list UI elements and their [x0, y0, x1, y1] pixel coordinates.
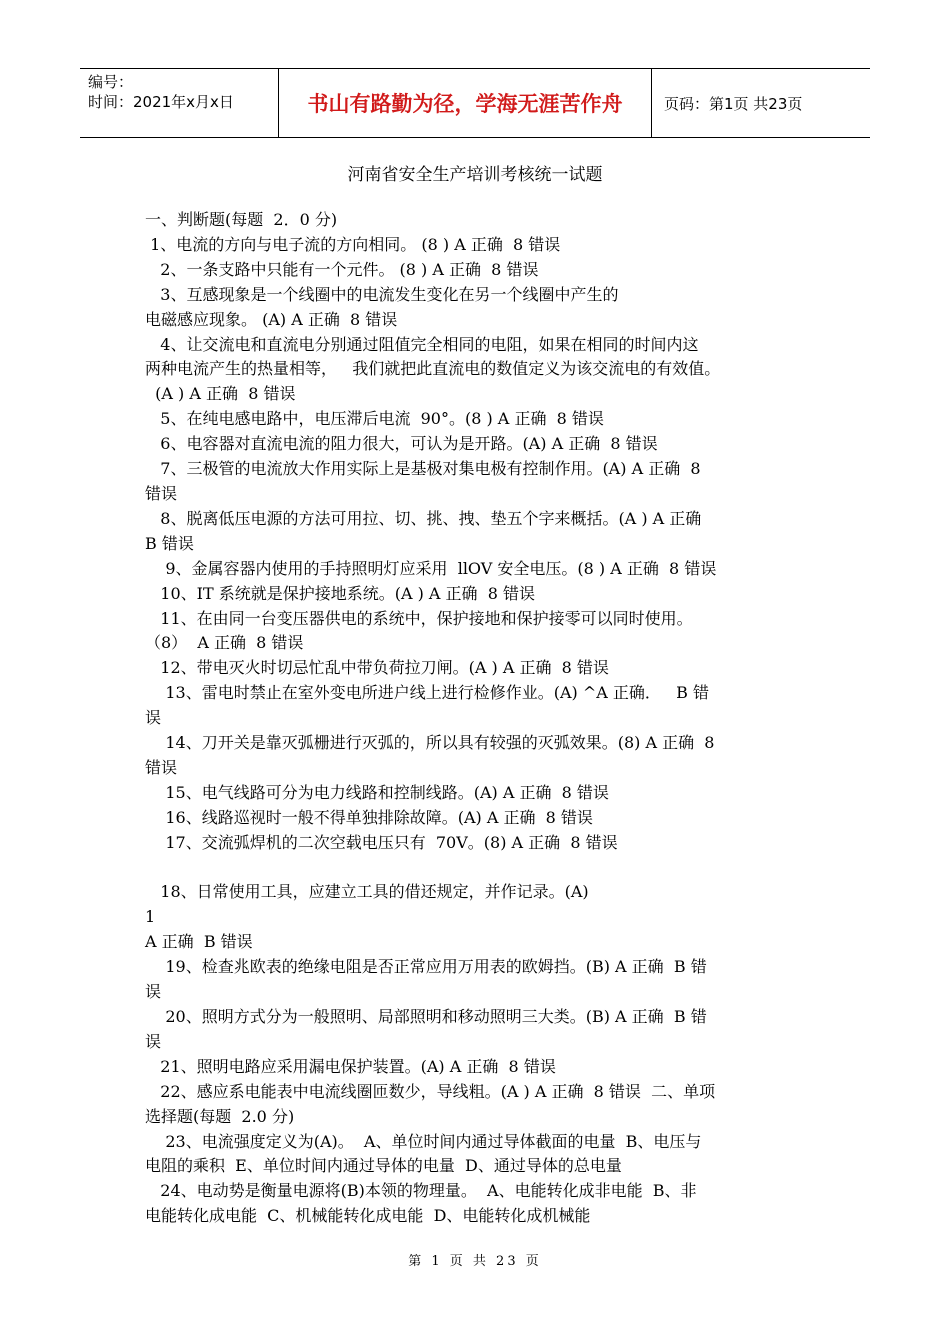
text-line: (A ) A 正确 8 错误	[145, 384, 296, 404]
text-line: 两种电流产生的热量相等， 我们就把此直流电的数值定义为该交流电的有效值。	[145, 359, 721, 379]
text-line: 8、脱离低压电源的方法可用拉、切、挑、拽、垫五个字来概括。(A ) A 正确	[145, 508, 702, 528]
text-line: 23、电流强度定义为(A)。 A、单位时间内通过导体截面的电量 B、电压与	[145, 1131, 702, 1151]
text-line: 17、交流弧焊机的二次空载电压只有 70V。(8) A 正确 8 错误	[145, 832, 618, 852]
text-line: 电阻的乘积 E、单位时间内通过导体的电量 D、通过导体的总电量	[145, 1156, 622, 1176]
text-line: 15、电气线路可分为电力线路和控制线路。(A) A 正确 8 错误	[145, 782, 609, 802]
text-line: A 正确 B 错误	[145, 932, 253, 952]
header-meta-cell	[80, 69, 279, 137]
text-line: 10、IT 系统就是保护接地系统。(A ) A 正确 8 错误	[145, 583, 535, 603]
text-line: 11、在由同一台变压器供电的系统中，保护接地和保护接零可以同时使用。	[145, 608, 693, 628]
text-line: 6、电容器对直流电流的阻力很大，可认为是开路。(A) A 正确 8 错误	[145, 434, 658, 454]
number-label: 编号：	[88, 73, 134, 91]
text-line: 错误	[145, 757, 178, 777]
text-line: 19、检查兆欧表的绝缘电阻是否正常应用万用表的欧姆挡。(B) A 正确 B 错	[145, 957, 707, 977]
document-title: 河南省安全生产培训考核统一试题	[347, 165, 603, 185]
text-line: 7、三极管的电流放大作用实际上是基极对集电极有控制作用。(A) A 正确 8	[145, 459, 701, 479]
text-line: 电磁感应现象。 (A) A 正确 8 错误	[145, 309, 398, 329]
text-line: 22、感应系电能表中电流线圈匝数少，导线粗。(A ) A 正确 8 错误 二、单项	[145, 1081, 716, 1101]
page-header	[80, 68, 870, 138]
page-footer: 第 1 页 共 23 页	[408, 1254, 542, 1269]
text-line: 21、照明电路应采用漏电保护装置。(A) A 正确 8 错误	[145, 1056, 556, 1076]
text-line: 13、雷电时禁止在室外变电所进户线上进行检修作业。(A) ^A 正确． B 错	[145, 683, 709, 703]
text-line: 误	[145, 982, 162, 1002]
text-line: 14、刀开关是靠灭弧栅进行灭弧的，所以具有较强的灭弧效果。(8) A 正确 8	[145, 733, 715, 753]
text-line: 误	[145, 1031, 162, 1051]
text-line: 错误	[145, 483, 178, 503]
text-line: 3、互感现象是一个线圈中的电流发生变化在另一个线圈中产生的	[145, 284, 619, 304]
text-line	[145, 856, 815, 881]
text-line: 9、金属容器内使用的手持照明灯应采用 llOV 安全电压。(8 ) A 正确 8 错误	[145, 558, 717, 578]
text-line: 一、判断题(每题 2．0 分)	[145, 210, 338, 229]
text-line: 4、让交流电和直流电分别通过阻值完全相同的电阻，如果在相同的时间内这	[145, 334, 699, 354]
text-line: 2、一条支路中只能有一个元件。 (8 ) A 正确 8 错误	[145, 259, 539, 279]
document-body	[145, 208, 815, 1229]
text-line: 电能转化成电能 C、机械能转化成电能 D、电能转化成机械能	[145, 1206, 591, 1226]
header-page-info: 页码：第1页 共23页	[664, 94, 803, 113]
text-line: 1	[145, 907, 156, 927]
text-line: 1、电流的方向与电子流的方向相同。 (8 ) A 正确 8 错误	[145, 234, 561, 254]
text-line: B 错误	[145, 533, 194, 553]
text-line: 16、线路巡视时一般不得单独排除故障。(A) A 正确 8 错误	[145, 807, 593, 827]
text-line: （8） A 正确 8 错误	[145, 633, 304, 653]
text-line: 5、在纯电感电路中，电压滞后电流 90°。(8 ) A 正确 8 错误	[145, 409, 604, 429]
text-line: 18、日常使用工具，应建立工具的借还规定，并作记录。(A)	[145, 882, 589, 902]
text-line: 12、带电灭火时切忌忙乱中带负荷拉刀闸。(A ) A 正确 8 错误	[145, 658, 609, 678]
text-line: 24、电动势是衡量电源将(B)本领的物理量。 A、电能转化成非电能 B、非	[145, 1181, 697, 1201]
time-label: 时间：2021年x月x日	[88, 93, 234, 111]
text-line: 误	[145, 708, 162, 728]
header-motto: 书山有路勤为径，学海无涯苦作舟	[279, 69, 652, 137]
text-line: 选择题(每题 2.0 分)	[145, 1106, 295, 1126]
text-line: 20、照明方式分为一般照明、局部照明和移动照明三大类。(B) A 正确 B 错	[145, 1007, 707, 1026]
